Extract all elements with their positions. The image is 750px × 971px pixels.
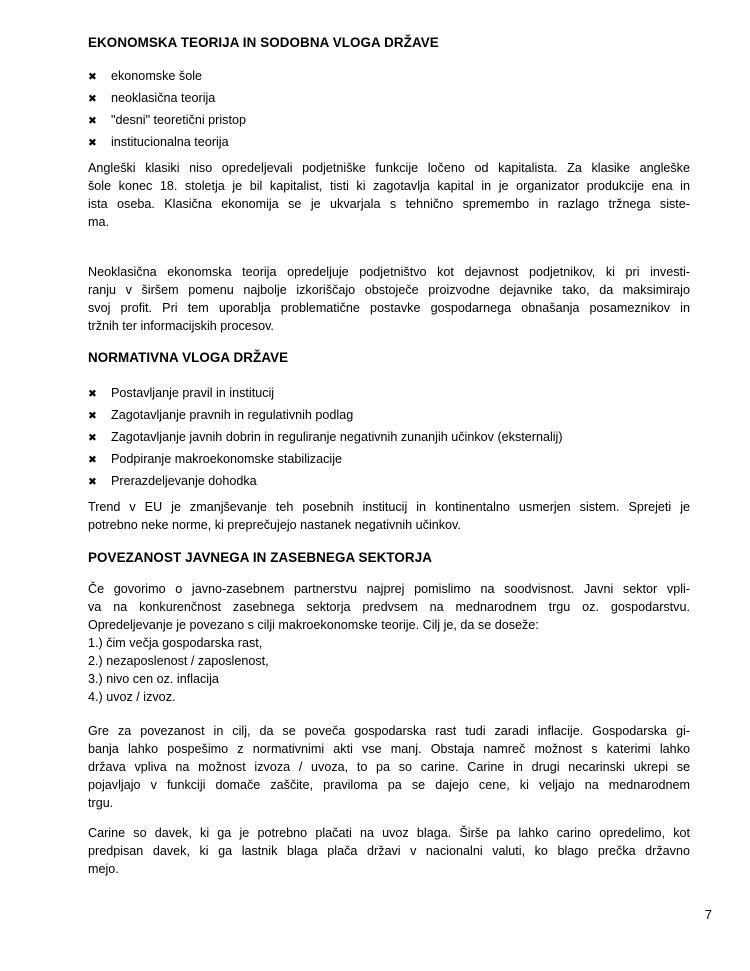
- paragraph: [88, 580, 690, 706]
- text-line: svoj profit. Pri tem uporablja problematične postavke gospodarnega obnašanja posameznikov in: [88, 301, 690, 315]
- x-bullet-icon: ✖: [88, 454, 97, 466]
- list-item: [88, 383, 690, 405]
- text-line: Če govorimo o javno-zasebnem partnerstvu najprej pomislimo na soodvisnost. Javni sektor vpli-: [88, 582, 690, 596]
- text-line: tržnih ter informacijskih procesov.: [88, 319, 274, 333]
- list-item: [88, 449, 690, 471]
- paragraph: [88, 159, 690, 231]
- x-bullet-icon: ✖: [88, 410, 97, 422]
- x-bullet-icon: ✖: [88, 71, 97, 83]
- paragraph: [88, 824, 690, 878]
- text-line: ma.: [88, 215, 109, 229]
- x-bullet-icon: ✖: [88, 137, 97, 149]
- text-line: 3.) nivo cen oz. inflacija: [88, 672, 219, 686]
- text-line: ranju v širšem pomenu najbolje izkoriščajo obstoječe proizvodne dejavnike tako, da maksimirajo: [88, 283, 690, 297]
- page-number: 7: [704, 907, 712, 922]
- list-item-text: Prerazdeljevanje dohodka: [111, 474, 257, 488]
- text-line: Opredeljevanje je povezano s cilji makroekonomske teorije. Cilj je, da se doseže:: [88, 618, 539, 632]
- text-line: Neoklasična ekonomska teorija opredeljuje podjetništvo kot dejavnost podjetnikov, ki pri investi-: [88, 265, 690, 279]
- text-line: Trend v EU je zmanjševanje teh posebnih institucij in kontinentalno usmerjen sistem. Sprejeti je: [88, 500, 690, 514]
- x-bullet-icon: ✖: [88, 388, 97, 400]
- x-bullet-icon: ✖: [88, 476, 97, 488]
- list-item: [88, 110, 690, 132]
- document-content: [88, 36, 690, 878]
- text-line: Gre za povezanost in cilj, da se poveča gospodarska rast tudi zaradi inflacije. Gospodarska gi-: [88, 724, 690, 738]
- x-bullet-icon: ✖: [88, 432, 97, 444]
- text-line: 1.) čim večja gospodarska rast,: [88, 636, 263, 650]
- list-item-text: ekonomske šole: [111, 69, 203, 83]
- list-item-text: Zagotavljanje javnih dobrin in reguliranje negativnih zunanjih učinkov (eksternalij): [111, 430, 563, 444]
- list-item-text: institucionalna teorija: [111, 135, 229, 149]
- section-heading: NORMATIVNA VLOGA DRŽAVE: [88, 350, 289, 365]
- bullet-list: [88, 383, 690, 493]
- text-line: pojavljajo v funkciji domače zaščite, praviloma pa se dajejo cene, ki veljajo na mednarodnem: [88, 778, 690, 792]
- list-item: [88, 405, 690, 427]
- list-item: [88, 66, 690, 88]
- text-line: banja lahko pospešimo z normativnimi akti vse manj. Obstaja namreč možnost s katerimi lahko: [88, 742, 690, 756]
- text-line: Carine so davek, ki ga je potrebno plačati na uvoz blaga. Širše pa lahko carino opredelimo, kot: [88, 826, 690, 840]
- list-item-text: neoklasična teorija: [111, 91, 216, 105]
- list-item: [88, 427, 690, 449]
- text-line: mejo.: [88, 862, 119, 876]
- paragraph: [88, 498, 690, 534]
- text-line: 2.) nezaposlenost / zaposlenost,: [88, 654, 269, 668]
- text-line: va na konkurenčnost zasebnega sektorja predvsem na mednarodnem trgu oz. gospodarstvu.: [88, 600, 690, 614]
- bullet-list: [88, 66, 690, 154]
- list-item: [88, 88, 690, 110]
- text-line: ista oseba. Klasična ekonomija se je ukvarjala s tehnično spremembo in razlago tržnega siste-: [88, 197, 690, 211]
- section-heading: EKONOMSKA TEORIJA IN SODOBNA VLOGA DRŽAVE: [88, 35, 439, 50]
- x-bullet-icon: ✖: [88, 93, 97, 105]
- text-line: predpisan davek, ki ga lastnik blaga plača državi v nacionalni valuti, ko blago prečka državno: [88, 844, 690, 858]
- list-item-text: Podpiranje makroekonomske stabilizacije: [111, 452, 342, 466]
- section-heading: POVEZANOST JAVNEGA IN ZASEBNEGA SEKTORJA: [88, 550, 433, 565]
- list-item: [88, 132, 690, 154]
- text-line: 4.) uvoz / izvoz.: [88, 690, 176, 704]
- x-bullet-icon: ✖: [88, 115, 97, 127]
- text-line: potrebno neke norme, ki preprečujejo nastanek negativnih učinkov.: [88, 518, 461, 532]
- paragraph: [88, 722, 690, 812]
- paragraph: [88, 263, 690, 335]
- list-item-text: Postavljanje pravil in institucij: [111, 386, 275, 400]
- list-item-text: "desni" teoretični pristop: [111, 113, 246, 127]
- list-item: [88, 471, 690, 493]
- text-line: Angleški klasiki niso opredeljevali podjetniške funkcije ločeno od kapitalista. Za klasike angleške: [88, 161, 690, 175]
- text-line: trgu.: [88, 796, 114, 810]
- list-item-text: Zagotavljanje pravnih in regulativnih podlag: [111, 408, 354, 422]
- text-line: država vpliva na možnost izvoza / uvoza, to pa so carine. Carine in drugi necarinski ukrepi se: [88, 760, 690, 774]
- text-line: šole konec 18. stoletja je bil kapitalist, tisti ki zagotavlja kapital in je organizator produkcije ena in: [88, 179, 690, 193]
